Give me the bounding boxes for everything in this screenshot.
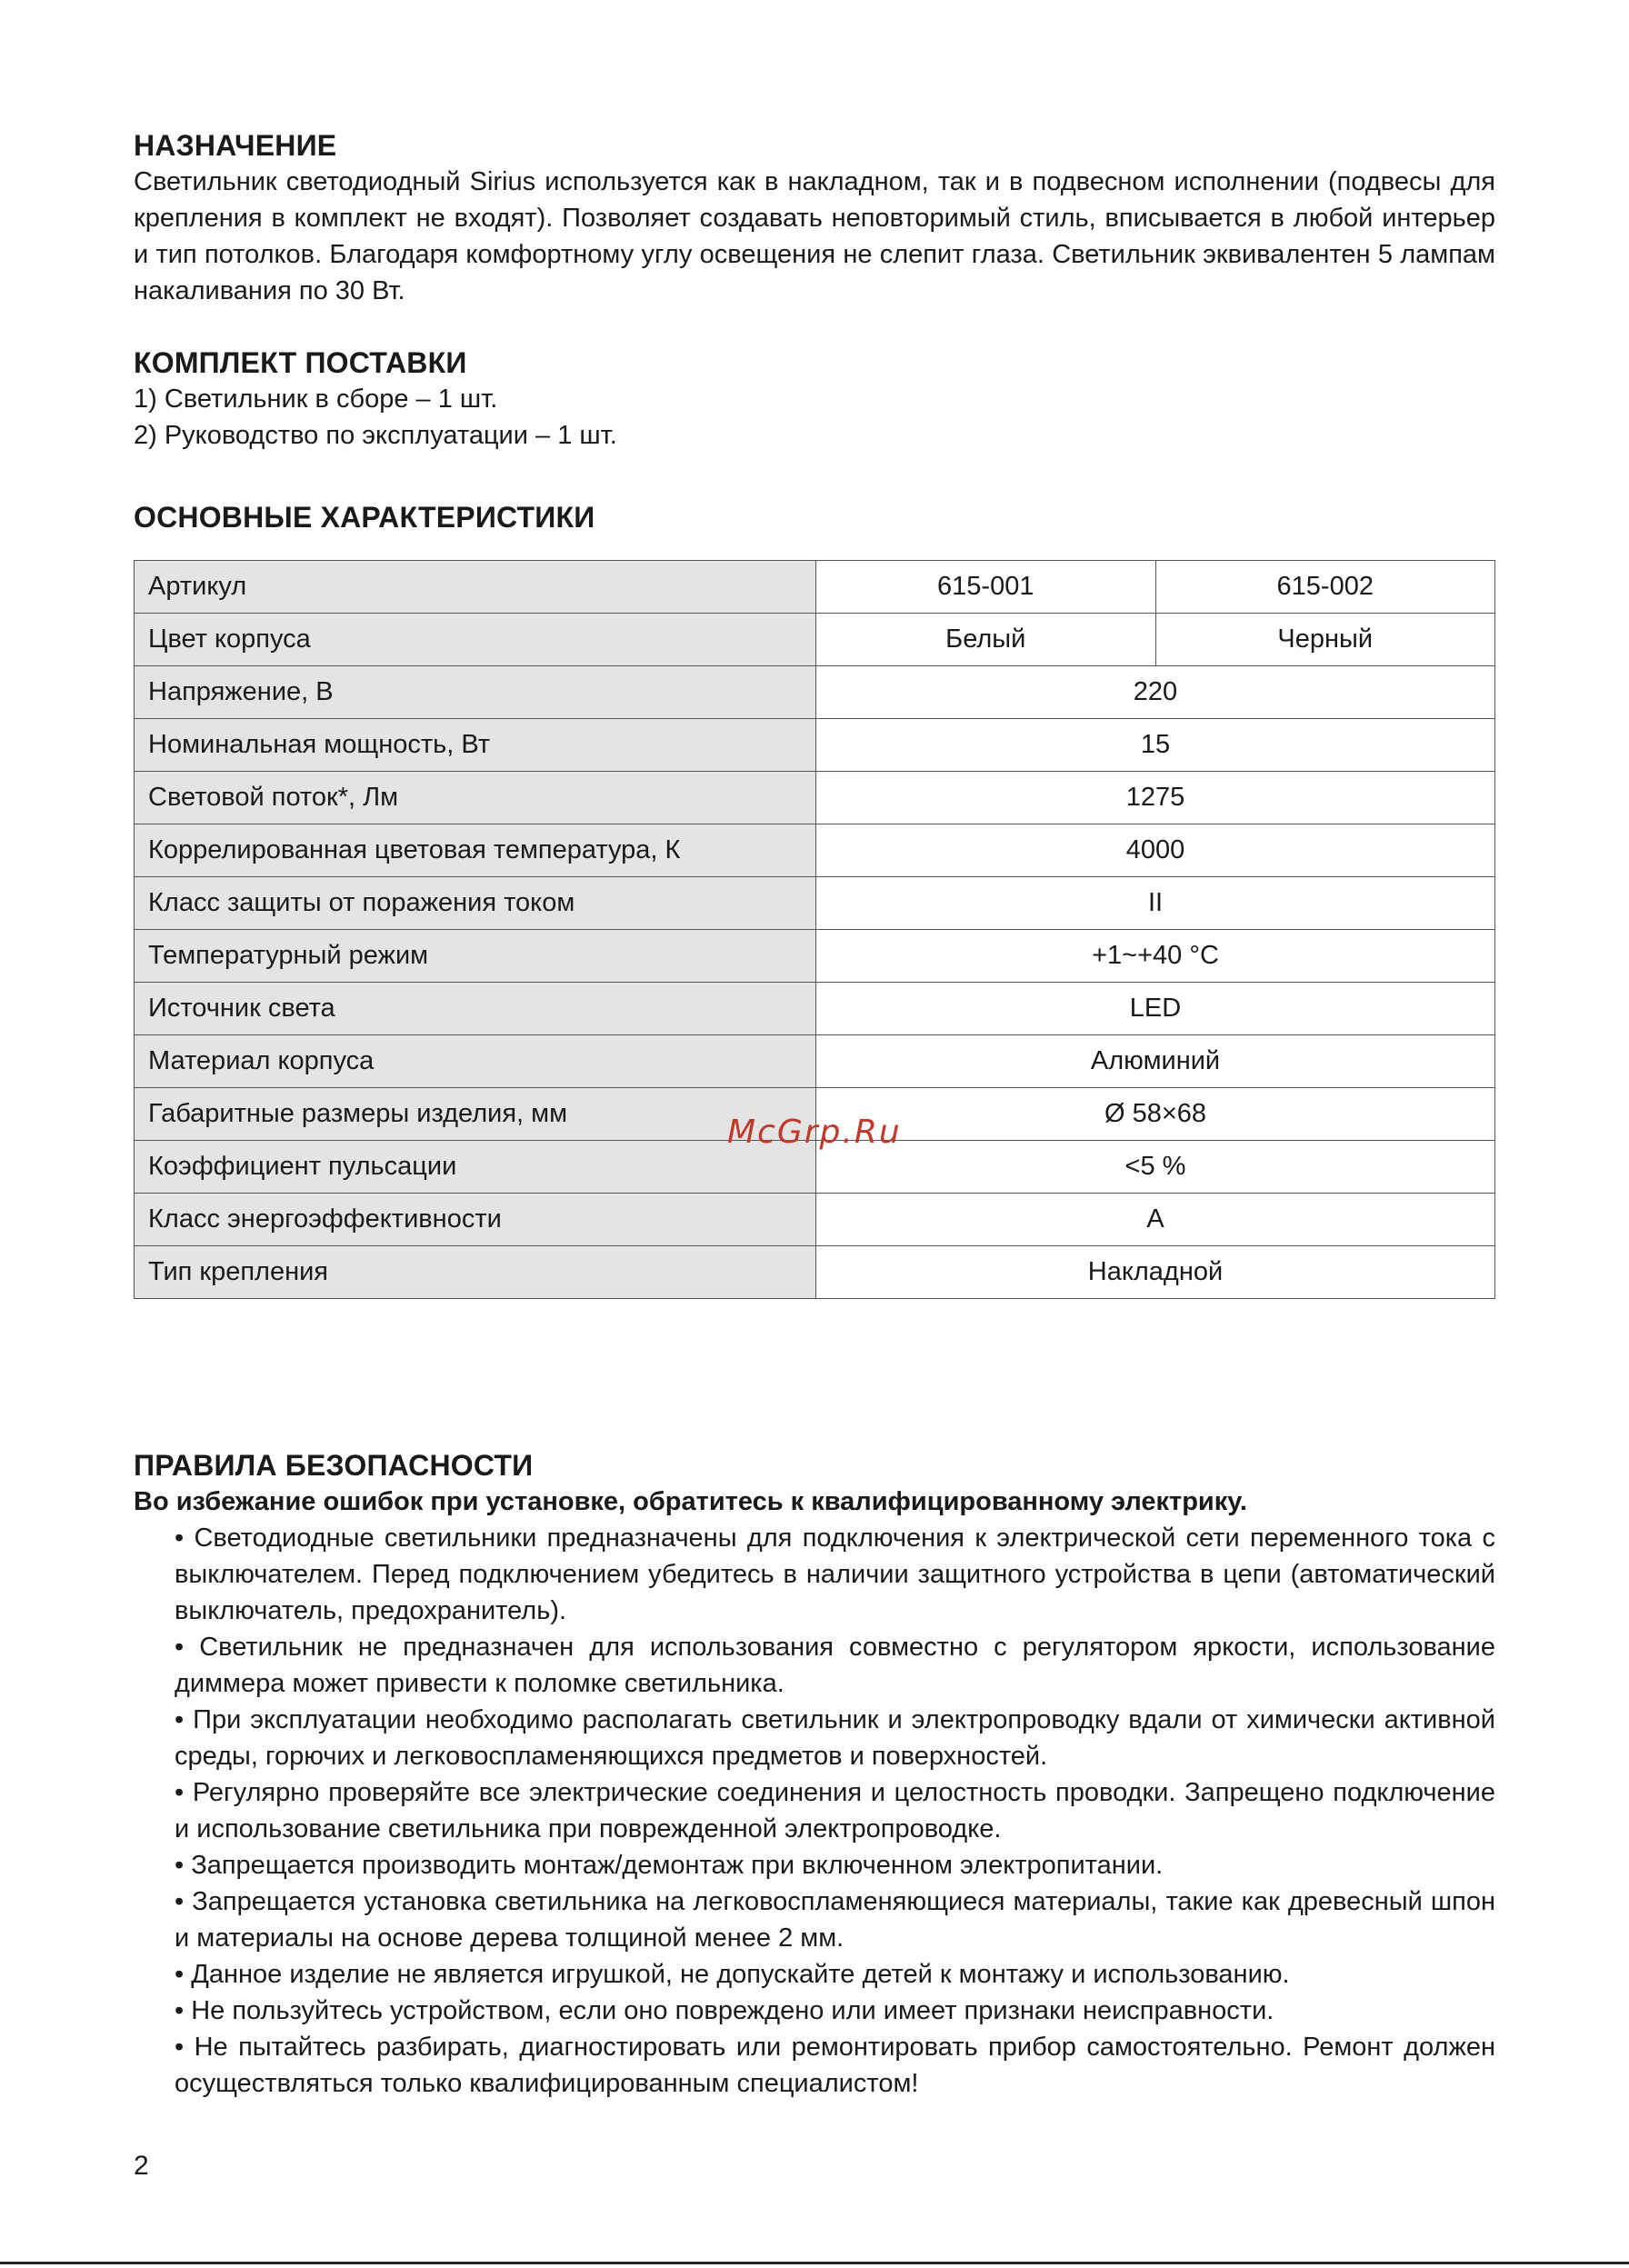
table-row <box>135 719 1495 772</box>
spec-label: Материал корпуса <box>135 1035 816 1088</box>
spec-label: Цвет корпуса <box>135 614 816 666</box>
spec-label: Номинальная мощность, Вт <box>135 719 816 772</box>
spec-label: Температурный режим <box>135 930 816 983</box>
safety-heading: ПРАВИЛА БЕЗОПАСНОСТИ <box>134 1449 534 1482</box>
table-row <box>135 614 1495 666</box>
spec-value: 4000 <box>816 824 1495 877</box>
table-row <box>135 877 1495 930</box>
spec-value: Ø 58×68 <box>816 1088 1495 1141</box>
bottom-divider <box>0 2262 1629 2264</box>
spec-value: Накладной <box>816 1246 1495 1299</box>
purpose-section <box>134 127 1495 309</box>
purpose-text: Светильник светодиодный Sirius используется как в накладном, так и в подвесном исполнении (подвесы для крепления в комплект не входят). Позволяет создавать неповторимый стиль, вписывается в любой интерьер и тип потолков. Благодаря комфортному углу освещения не слепит глаза. Светильник эквивалентен 5 лампам накаливания по 30 Вт. <box>134 167 1495 305</box>
spec-label: Тип крепления <box>135 1246 816 1299</box>
spec-value: 1275 <box>816 772 1495 824</box>
specs-heading: ОСНОВНЫЕ ХАРАКТЕРИСТИКИ <box>134 501 595 534</box>
spec-value: Алюминий <box>816 1035 1495 1088</box>
spec-label: Коррелированная цветовая температура, К <box>135 824 816 877</box>
spec-value: II <box>816 877 1495 930</box>
table-row <box>135 930 1495 983</box>
list-item: • Не пытайтесь разбирать, диагностировать или ремонтировать прибор самостоятельно. Ремонт должен осуществляться только квалифицированным специалистом! <box>175 2033 1495 2098</box>
watermark: McGrp.Ru <box>727 1114 902 1151</box>
table-row <box>135 772 1495 824</box>
list-item: • Светодиодные светильники предназначены для подключения к электрической сети переменного тока с выключателем. Перед подключением убедитесь в наличии защитного устройства в цепи (автоматический выключатель, предохранитель). <box>175 1524 1495 1625</box>
spec-label: Напряжение, В <box>135 666 816 719</box>
spec-label: Коэффициент пульсации <box>135 1141 816 1194</box>
spec-label: Световой поток*, Лм <box>135 772 816 824</box>
spec-value: А <box>816 1194 1495 1246</box>
list-item: • При эксплуатации необходимо располагать светильник и электропроводку вдали от химически активной среды, горючих и легковоспламеняющихся предметов и поверхностей. <box>175 1705 1495 1771</box>
purpose-heading: НАЗНАЧЕНИЕ <box>134 129 337 162</box>
spec-value: 615-002 <box>1155 561 1495 614</box>
spec-value: 615-001 <box>816 561 1156 614</box>
table-row <box>135 1246 1495 1299</box>
list-item: • Не пользуйтесь устройством, если оно повреждено или имеет признаки неисправности. <box>175 1996 1274 2025</box>
spec-label: Класс защиты от поражения током <box>135 877 816 930</box>
list-item: • Данное изделие не является игрушкой, не допускайте детей к монтажу и использованию. <box>175 1960 1290 1989</box>
safety-lead: Во избежание ошибок при установке, обратитесь к квалифицированному электрику. <box>134 1487 1247 1516</box>
spec-value: +1~+40 °С <box>816 930 1495 983</box>
spec-label: Габаритные размеры изделия, мм <box>135 1088 816 1141</box>
spec-value: LED <box>816 983 1495 1035</box>
spec-label: Источник света <box>135 983 816 1035</box>
safety-section <box>134 1447 1495 2102</box>
page-number: 2 <box>134 2151 149 2181</box>
table-row <box>135 561 1495 614</box>
spec-value: 220 <box>816 666 1495 719</box>
spec-value: Белый <box>816 614 1156 666</box>
spec-value: Черный <box>1155 614 1495 666</box>
spec-value: 15 <box>816 719 1495 772</box>
table-row <box>135 983 1495 1035</box>
spec-label: Класс энергоэффективности <box>135 1194 816 1246</box>
table-row <box>135 666 1495 719</box>
table-row <box>135 1194 1495 1246</box>
safety-list <box>134 1520 1495 2102</box>
specs-section <box>134 499 1495 535</box>
list-item: • Светильник не предназначен для использования совместно с регулятором яркости, использование диммера может привести к поломке светильника. <box>175 1633 1495 1698</box>
list-item: • Регулярно проверяйте все электрические соединения и целостность проводки. Запрещено подключение и использование светильника при поврежденной электропроводке. <box>175 1778 1495 1843</box>
spec-value: <5 % <box>816 1141 1495 1194</box>
list-item: • Запрещается установка светильника на легковоспламеняющиеся материалы, такие как древесный шпон и материалы на основе дерева толщиной менее 2 мм. <box>175 1887 1495 1953</box>
table-row <box>135 824 1495 877</box>
specs-table <box>134 560 1495 1299</box>
list-item: • Запрещается производить монтаж/демонтаж при включенном электропитании. <box>175 1851 1164 1880</box>
package-heading: КОМПЛЕКТ ПОСТАВКИ <box>134 346 467 379</box>
spec-label: Артикул <box>135 561 816 614</box>
package-section <box>134 345 1495 454</box>
table-row <box>135 1035 1495 1088</box>
package-item: 2) Руководство по эксплуатации – 1 шт. <box>134 421 617 450</box>
package-item: 1) Светильник в сборе – 1 шт. <box>134 385 498 414</box>
